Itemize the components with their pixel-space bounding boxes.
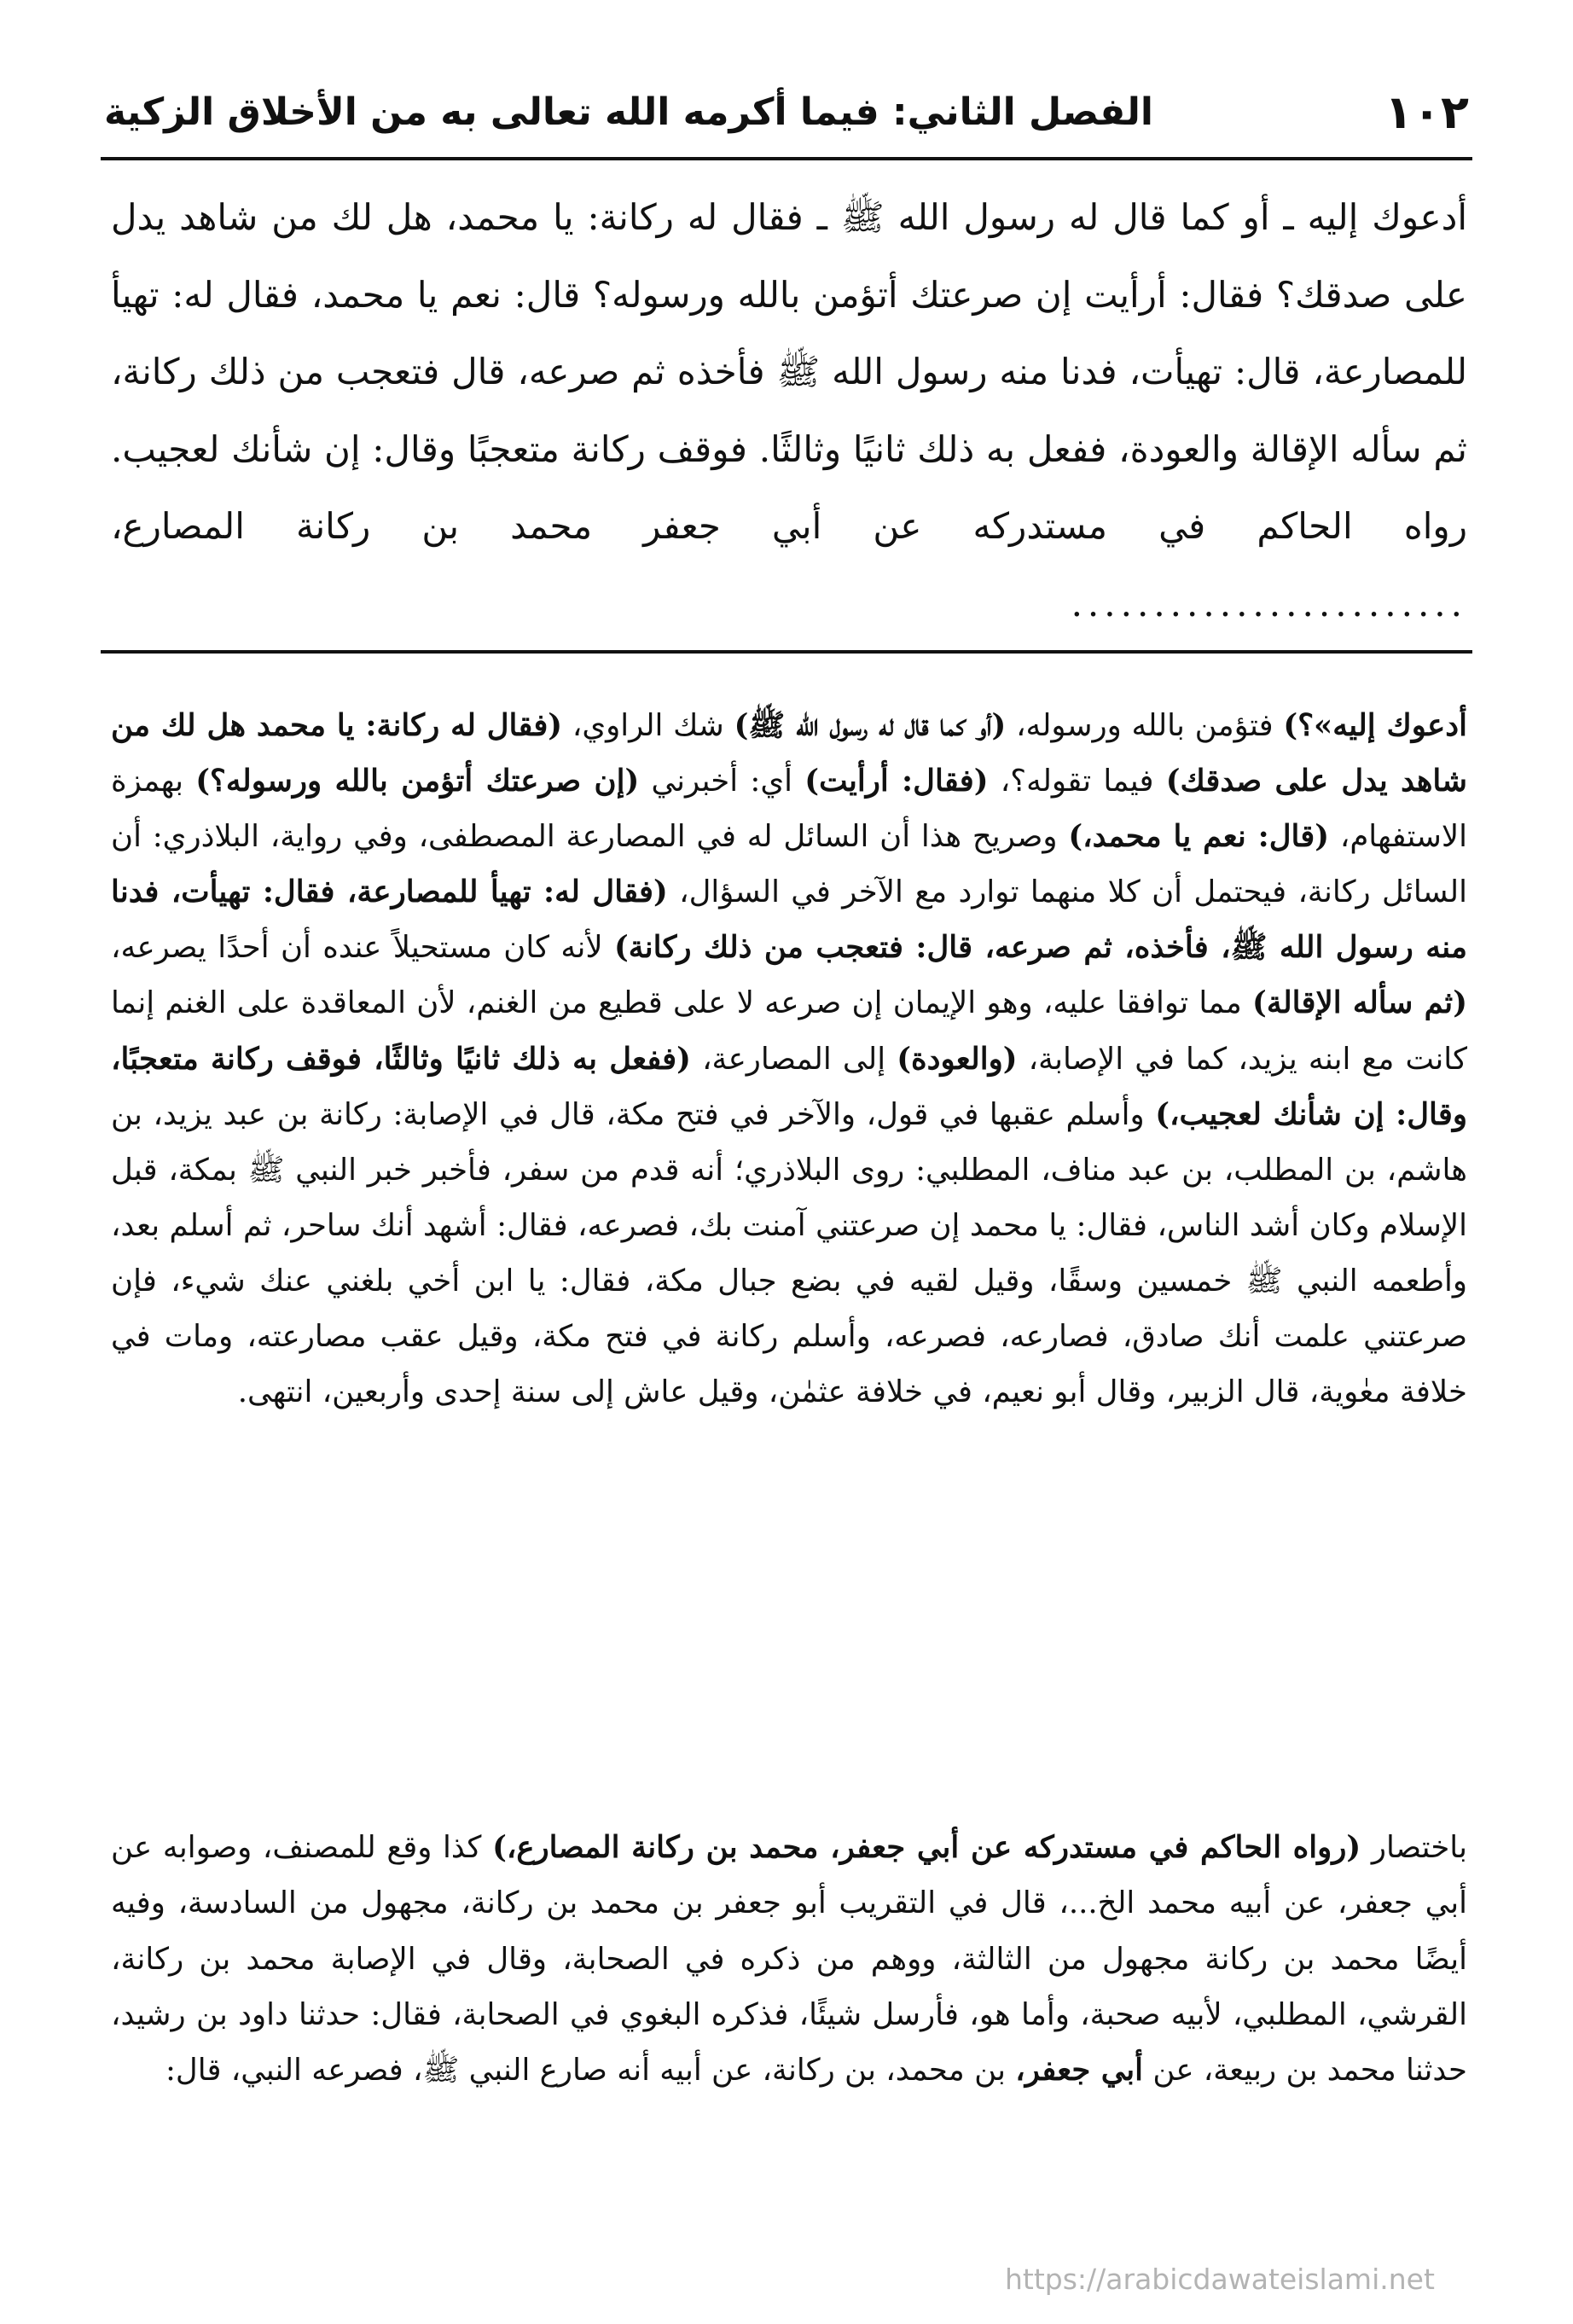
commentary-paragraph-1 bbox=[111, 698, 1467, 1420]
quoted-segment: (ففعل به ذلك ثانيًا وثالثًا، فوقف ركانة متعجبًا، وقال: إن شأنك لعجيب،) bbox=[111, 1041, 1467, 1132]
quoted-segment: (أو كما قال له رسول الله ﷺ) bbox=[734, 708, 1007, 743]
commentary-text: شك الراوي، bbox=[562, 708, 734, 743]
commentary-paragraph-2 bbox=[111, 1820, 1467, 2098]
quoted-segment: أدعوك إليه»؟) bbox=[1283, 708, 1467, 743]
commentary-text: بن محمد، بن ركانة، عن أبيه أنه صارع النبي ﷺ، فصرعه النبي، قال: bbox=[165, 2053, 1016, 2089]
commentary-text: مما توافقا عليه، وهو الإيمان إن صرعه لا على قطيع من الغنم، لأن المعاقدة على الغنم إنما كانت مع ابنه يزيد، كما في الإصابة، bbox=[111, 985, 1468, 1077]
main-text bbox=[111, 179, 1467, 642]
commentary-text: وصريح هذا أن السائل له في المصارعة المصطفى، وفي رواية، البلاذري: أن السائل ركانة، فيحتمل أن كلا منهما توارد مع الآخر في السؤال، bbox=[111, 819, 1467, 910]
header-rule bbox=[101, 157, 1472, 160]
quoted-segment: (فقال له ركانة: يا محمد هل لك من شاهد يدل على صدقك) bbox=[111, 708, 1467, 799]
quoted-segment: (فقال له: تهيأ للمصارعة، فقال: تهيأت، فدنا منه رسول الله ﷺ، فأخذه، ثم صرعه، قال: فتعجب من ذلك ركانة) bbox=[111, 874, 1468, 966]
commentary-text: باختصار bbox=[1361, 1830, 1467, 1865]
page-header bbox=[104, 73, 1469, 150]
quoted-segment: (إن صرعتك أتؤمن بالله ورسوله؟) bbox=[195, 764, 640, 799]
chapter-title: الفصل الثاني: فيما أكرمه الله تعالى به من الأخلاق الزكية bbox=[104, 90, 1153, 134]
page-number: ١٠٢ bbox=[1384, 84, 1469, 139]
quoted-segment: (فقال: أرأيت) bbox=[804, 764, 989, 799]
quoted-segment: (رواه الحاكم في مستدركه عن أبي جعفر، محمد بن ركانة المصارع،) bbox=[492, 1830, 1361, 1865]
commentary-text: فتؤمن بالله ورسوله، bbox=[1006, 708, 1284, 743]
commentary-text: أي: أخبرني bbox=[639, 764, 805, 799]
commentary-text: فيما تقوله؟، bbox=[988, 764, 1166, 799]
commentary-text: كذا وقع للمصنف، وصوابه عن أبي جعفر، عن أبيه محمد الخ...، قال في التقريب أبو جعفر بن محمد بن ركانة، مجهول من السادسة، وفيه أيضًا محمد بن ركانة مجهول من الثالثة، ووهم من ذكره في الصحابة، وقال في الإصابة محمد بن ركانة، القرشي، المطلبي، لأبيه صحبة، وأما هو، فأرسل شيئًا، فذكره البغوي في الصحابة، فقال: حدثنا داود بن رشيد، حدثنا محمد بن ربيعة، عن bbox=[111, 1830, 1467, 2089]
watermark-url: https://arabicdawateislami.net bbox=[1005, 2263, 1435, 2296]
text-separator-rule bbox=[101, 650, 1472, 654]
main-text-ellipsis: ........................ bbox=[1071, 582, 1467, 625]
quoted-segment: (والعودة) bbox=[897, 1041, 1018, 1077]
quoted-segment: (قال: نعم يا محمد،) bbox=[1068, 819, 1330, 855]
commentary-text: بهمزة الاستفهام، bbox=[111, 764, 1468, 855]
main-text-body: أدعوك إليه ـ أو كما قال له رسول الله ﷺ ـ فقال له ركانة: يا محمد، هل لك من شاهد يدل على صدقك؟ فقال: أرأيت إن صرعتك أتؤمن بالله ورسوله؟ قال: نعم يا محمد، فقال له: تهيأ للمصارعة، قال: تهيأت، فدنا منه رسول الله ﷺ فأخذه ثم صرعه، قال فتعجب من ذلك ركانة، ثم سأله الإقالة والعودة، ففعل به ذلك ثانيًا وثالثًا. فوقف ركانة متعجبًا وقال: إن شأنك لعجيب. رواه الحاكم في مستدركه عن أبي جعفر محمد بن ركانة المصارع، bbox=[111, 196, 1467, 547]
quoted-segment: أبي جعفر، bbox=[1015, 2053, 1144, 2089]
quoted-segment: (ثم سأله الإقالة) bbox=[1252, 985, 1467, 1021]
commentary-text: لأنه كان مستحيلاً عنده أن أحدًا يصرعه، bbox=[111, 930, 614, 966]
commentary-text: وأسلم عقبها في قول، والآخر في فتح مكة، قال في الإصابة: ركانة بن عبد يزيد، بن هاشم، بن المطلب، بن عبد مناف، المطلبي: روى البلاذري؛ أنه قدم من سفر، فأخبر خبر النبي ﷺ بمكة، قبل الإسلام وكان أشد الناس، فقال: يا محمد إن صرعتني آمنت بك، فصرعه، فقال: أشهد أنك ساحر، ثم أسلم بعد، وأطعمه النبي ﷺ خمسين وسقًا، وقيل لقيه في بضع جبال مكة، فقال: يا ابن أخي بلغني عنك شيء، فإن صرعتني علمت أنك صادق، فصارعه، فصرعه، وأسلم ركانة في فتح مكة، وقيل عقب مصارعته، ومات في خلافة معٰوية، قال الزبير، وقال أبو نعيم، في خلافة عثمٰن، وقيل عاش إلى سنة إحدى وأربعين، انتهى. bbox=[111, 1096, 1467, 1410]
commentary-text: إلى المصارعة، bbox=[690, 1041, 897, 1077]
